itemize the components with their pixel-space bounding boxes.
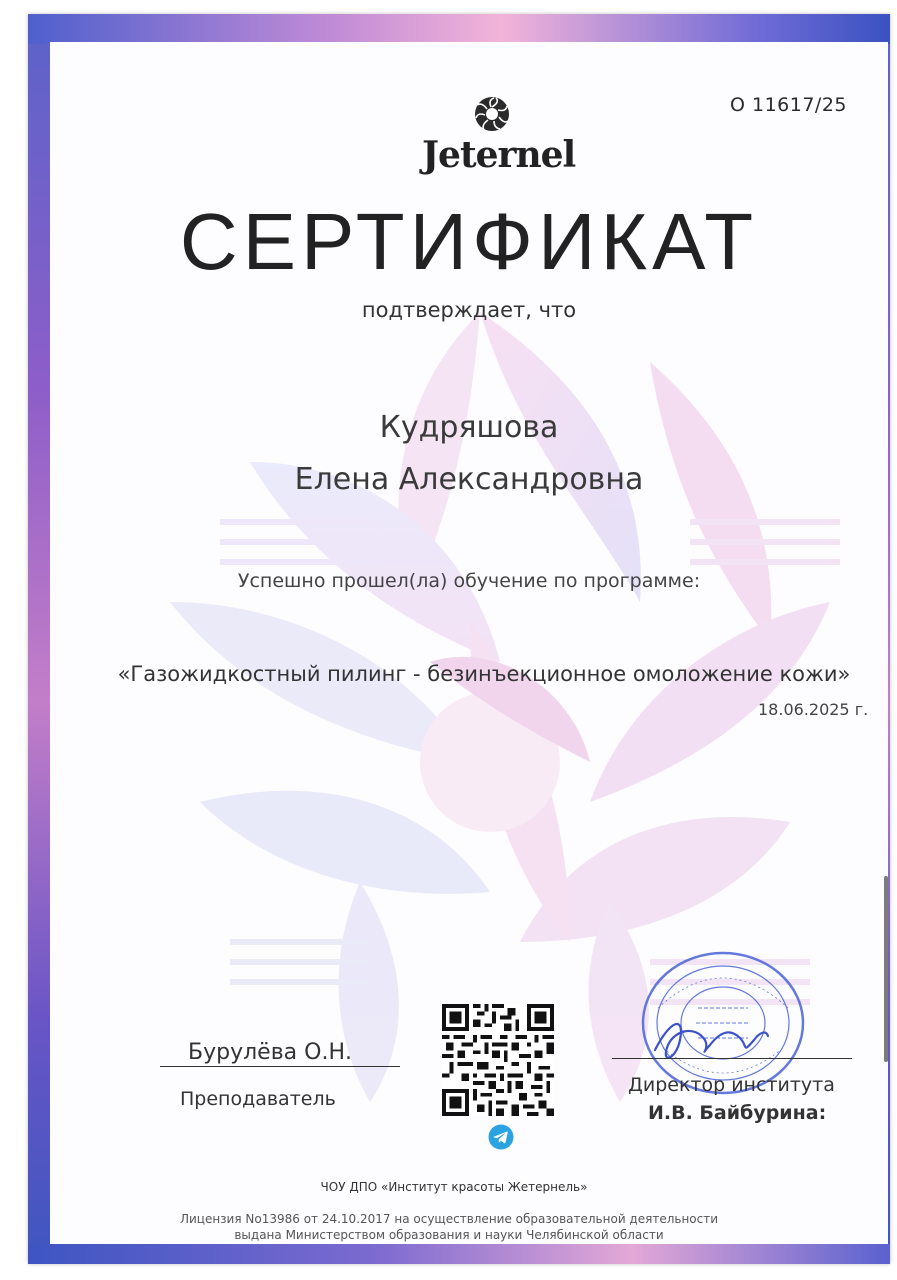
license-line-1: Лицензия No13986 от 24.10.2017 на осуществление образовательной деятельности xyxy=(179,1212,719,1226)
page-scrollbar[interactable] xyxy=(884,876,888,1062)
teacher-name: Бурулёва О.Н. xyxy=(188,1040,352,1065)
certificate-title: СЕРТИФИКАТ xyxy=(179,197,759,286)
license-line-2: выдана Министерством образования и науки Челябинской области xyxy=(234,1228,664,1242)
director-name: И.В. Байбурина: xyxy=(648,1102,827,1124)
confirms-text: подтверждает, что xyxy=(361,298,577,322)
completion-text: Успешно прошел(ла) обучение по программе: xyxy=(237,570,701,592)
recipient-given-names: Елена Александровна xyxy=(294,462,644,497)
frame-top-border xyxy=(28,14,890,44)
issue-date: 18.06.2025 г. xyxy=(758,700,869,719)
telegram-icon[interactable] xyxy=(488,1124,514,1150)
director-signature xyxy=(650,1010,770,1070)
organization-name: ЧОУ ДПО «Институт красоты Жетернель» xyxy=(320,1180,588,1194)
frame-bottom-border xyxy=(28,1244,890,1264)
teacher-signature-line xyxy=(160,1066,400,1067)
jeternel-flower-logo-icon xyxy=(470,94,514,134)
qr-code-icon[interactable] xyxy=(442,1004,554,1116)
certificate-sheet xyxy=(28,14,890,1264)
certificate-number: О 11617/25 xyxy=(730,94,848,116)
brand-logo-text: Jeternel xyxy=(422,134,576,176)
program-name: «Газожидкостный пилинг - безинъекционное омоложение кожи» xyxy=(117,662,851,686)
director-role: Директор института xyxy=(628,1074,835,1096)
certificate-body xyxy=(50,42,888,1244)
director-signature-line xyxy=(612,1058,852,1059)
recipient-surname: Кудряшова xyxy=(379,410,559,445)
teacher-role: Преподаватель xyxy=(180,1088,336,1110)
